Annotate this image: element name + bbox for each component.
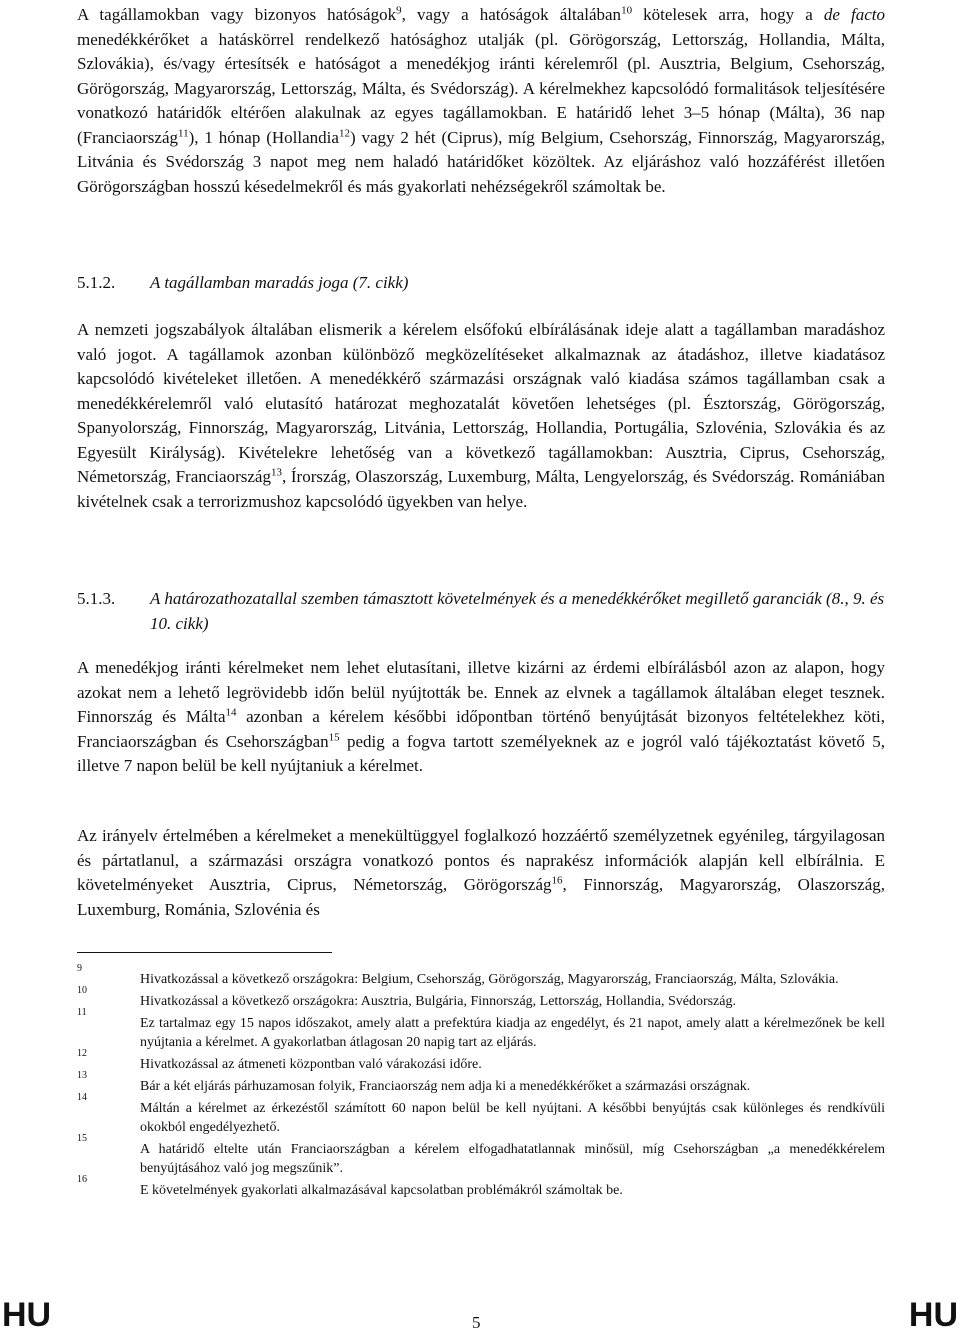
footnote-ref-12[interactable]: 12	[338, 126, 350, 139]
footnote-number: 11	[77, 1007, 87, 1018]
footnote-number: 16	[77, 1174, 87, 1185]
footnote-text: Máltán a kérelmet az érkezéstől számított 60 napon belül be kell nyújtani. A későbbi benyújtás csak különleges és rendkívüli okokból engedélyezhető.	[140, 1101, 885, 1135]
paragraph-examination-requirements: Az irányelv értelmében a kérelmeket a menekültüggyel foglalkozó hozzáértő személyzetnek egyénileg, tárgyilagosan és pártatlanul, a származási országra vonatkozó pontos és naprakész információk alapján kell elbírálnia. E követelményeket Ausztria, Ciprus, Németország, Görögország$^{16}$, Finnország, Magyarország, Olaszország, Luxemburg, Románia, Szlovénia és	[77, 826, 885, 919]
paragraph-time-limits: A menedékjog iránti kérelmeket nem lehet elutasítani, illetve kizárni az érdemi elbírálásból azon az alapon, hogy azokat nem a lehető legrövidebb időn belül nyújtották be. Ennek az elvnek a tagállamok általában eleget tesznek. Finnország és Málta$^{14}$ azonban a kérelem későbbi időpontban történő benyújtását bizonyos feltételekhez köti, Franciaországban és Csehországban$^{15}$ pedig a fogva tartott személyeknek az e jogról való tájékoztatást követő 5, illetve 7 napon belül be kell nyújtaniuk a kérelmet.	[77, 658, 885, 775]
footnote-number: 15	[77, 1133, 87, 1144]
section-title: A tagállamban maradás joga (7. cikk)	[150, 273, 409, 292]
footnote-number: 9	[77, 963, 82, 974]
footnote-number: 10	[77, 985, 87, 996]
footnote-ref-15[interactable]: 15	[328, 730, 340, 743]
footnote-ref-11[interactable]: 11	[178, 126, 189, 139]
footnote-item	[77, 1070, 885, 1096]
paragraph-right-to-remain: A nemzeti jogszabályok általában elismerik a kérelem elsőfokú elbírálásának ideje alatt a tagállamban maradáshoz való jogot. A tagállamok azonban különböző megközelítéseket alkalmaznak az átadáshoz, illetve kiadatásoz kapcsolódó kivételeket illetően. A menedékkérő származási országnak való kiadása számos tagállamban csak a menedékkérelemről való elutasító határozat meghozatalát követően lehetséges (pl. Észtország, Görögország, Spanyolország, Finnország, Magyarország, Litvánia, Lettország, Hollandia, Portugália, Szlovénia, Szlovákia és az Egyesült Királyság). Kivételekre lehetőség van a következő tagállamokban: Ausztria, Ciprus, Csehország, Németország, Franciaország$^{13}$, Írország, Olaszország, Luxemburg, Málta, Lengyelország, és Svédország. Romániában kivételnek csak a terrorizmushoz kapcsolódó ügyekben van helye.	[77, 320, 885, 511]
footnote-number: 13	[77, 1070, 87, 1081]
footnote-text: Hivatkozással az átmeneti központban való várakozási időre.	[140, 1057, 482, 1072]
footnote-text: Bár a két eljárás párhuzamosan folyik, Franciaország nem adja ki a menedékkérőket a származási országnak.	[140, 1079, 751, 1094]
footnote-number: 14	[77, 1092, 87, 1103]
footnote-item	[77, 985, 885, 1011]
footnote-text: E követelmények gyakorlati alkalmazásával kapcsolatban problémákról számoltak be.	[140, 1183, 623, 1198]
footnote-separator	[77, 952, 332, 953]
footnote-item	[77, 1133, 885, 1178]
footnote-item	[77, 1174, 885, 1200]
section-number: 5.1.2.	[77, 273, 116, 292]
footnote-text: A határidő eltelte után Franciaországban a kérelem elfogadhatatlannak minősül, míg Csehországban „a menedékkérelem benyújtásához való jog megszűnik”.	[140, 1142, 885, 1176]
footnote-ref-16[interactable]: 16	[551, 874, 563, 887]
section-heading-5-1-3	[77, 587, 885, 636]
section-heading-5-1-2	[77, 271, 408, 296]
footnote-text: Hivatkozással a következő országokra: Ausztria, Bulgária, Finnország, Lettország, Hollandia, Svédország.	[140, 994, 736, 1009]
footnote-item	[77, 1092, 885, 1137]
footnote-item	[77, 1007, 885, 1052]
language-label-left: HU	[2, 1296, 52, 1334]
footnote-ref-13[interactable]: 13	[270, 466, 282, 479]
footnote-text: Ez tartalmaz egy 15 napos időszakot, amely alatt a prefektúra kiadja az engedélyt, és 21 napot, amely alatt a kérelmezőnek be kell nyújtania a kérelmet. A gyakorlatban átlagosan 20 napig tart az eljárás.	[140, 1016, 885, 1050]
footnote-item	[77, 1048, 885, 1074]
section-title: A határozathozatallal szemben támasztott követelmények és a menedékkérőket megillető garanciák (8., 9. és 10. cikk)	[150, 589, 885, 633]
footnote-number: 12	[77, 1048, 87, 1059]
paragraph-asylum-referral: A tagállamokban vagy bizonyos hatóságok$^9$, vagy a hatóságok általában$^{10}$ kötelesek arra, hogy a de facto menedékkérőket a hatáskörrel rendelkező hatósághoz utalják (pl. Görögország, Lettország, Hollandia, Málta, Szlovákia), és/vagy értesítsék e hatóságot a menedékjog iránti kérelemről (pl. Ausztria, Belgium, Csehország, Görögország, Magyarország, Lettország, Málta, és Svédország). A kérelmekhez kapcsolódó formalitások teljesítésére vonatkozó határidők eltérően alakulnak az egyes tagállamokban. E határidő lehet 3–5 hónap (Málta), 36 nap (Franciaország$^{11}$), 1 hónap (Hollandia$^{12}$) vagy 2 hét (Ciprus), míg Belgium, Csehország, Finnország, Magyarország, Litvánia és Svédország 3 napot meg nem haladó határidőket közöltek. Az eljáráshoz való hozzáférést illetően Görögországban hosszú késedelmekről és más gyakorlati nehézségekről számoltak be.	[77, 4, 885, 196]
language-label-right: HU	[908, 1296, 958, 1334]
section-number: 5.1.3.	[77, 589, 116, 608]
footnote-ref-14[interactable]: 14	[225, 706, 237, 719]
footnotes	[77, 963, 885, 1203]
footnote-item	[77, 963, 885, 989]
footnote-ref-9[interactable]: 9	[396, 4, 402, 17]
footnote-ref-10[interactable]: 10	[621, 4, 633, 17]
page-number: 5	[472, 1313, 481, 1332]
footnote-text: Hivatkozással a következő országokra: Belgium, Csehország, Görögország, Magyarország, Franciaország, Málta, Szlovákia.	[140, 972, 839, 987]
